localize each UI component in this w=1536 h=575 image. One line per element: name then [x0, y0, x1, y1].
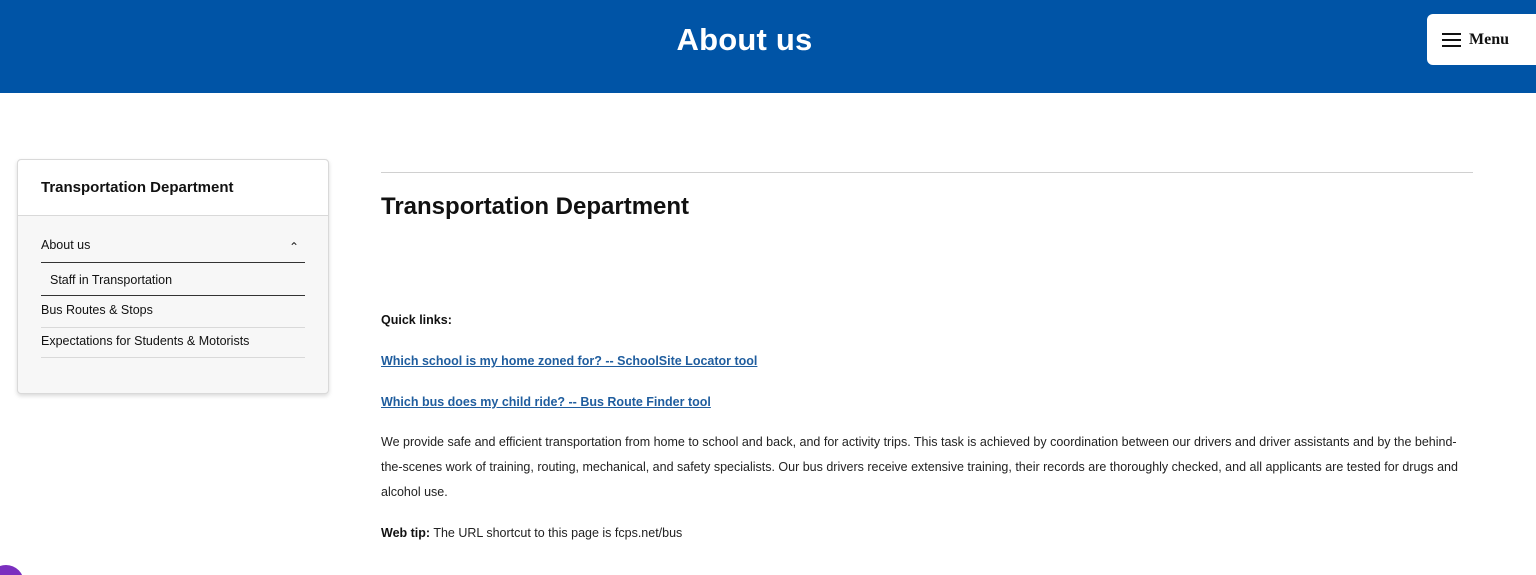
sidebar-item-expectations[interactable]: [41, 334, 305, 358]
description-paragraph: We provide safe and efficient transportation from home to school and back, and for activity trips. This task is achieved by coordination between our drivers and driver assistants and by the behind-the-scenes work of training, routing, mechanical, and safety specialists. Our bus drivers receive extensive training, their records are thoroughly checked, and all applicants are tested for drugs and alcohol use.: [381, 435, 1458, 499]
sidebar-nav: [17, 159, 329, 394]
sidebar-item-about-us[interactable]: [41, 238, 305, 263]
page-title: About us: [676, 22, 813, 57]
sidebar-item-label: About us: [41, 238, 91, 252]
sidebar-item-bus-routes[interactable]: [41, 303, 305, 328]
sidebar-item-label: Bus Routes & Stops: [41, 303, 153, 317]
sidebar-item-staff-in-transportation[interactable]: [41, 273, 305, 296]
sidebar-header: [18, 160, 328, 216]
chat-widget-button[interactable]: [0, 565, 24, 575]
quick-links-label: Quick links:: [381, 313, 452, 327]
menu-label: Menu: [1469, 30, 1509, 48]
schoolsite-locator-link[interactable]: Which school is my home zoned for? -- SchoolSite Locator tool: [381, 354, 758, 368]
hamburger-icon: [1442, 33, 1461, 47]
bus-route-finder-link[interactable]: Which bus does my child ride? -- Bus Route Finder tool: [381, 395, 711, 409]
content-divider: [381, 172, 1473, 173]
menu-button[interactable]: [1427, 14, 1536, 65]
site-header: [0, 0, 1536, 93]
sidebar-item-label: Staff in Transportation: [50, 273, 173, 287]
sidebar-item-label: Expectations for Students & Motorists: [41, 334, 250, 348]
web-tip-label: Web tip:: [381, 526, 431, 540]
content-title: Transportation Department: [381, 193, 690, 220]
web-tip: [381, 526, 682, 540]
sidebar-title: Transportation Department: [41, 179, 234, 196]
web-tip-text: The URL shortcut to this page is fcps.net/bus: [430, 526, 683, 540]
chevron-up-icon[interactable]: ⌃: [288, 240, 299, 254]
